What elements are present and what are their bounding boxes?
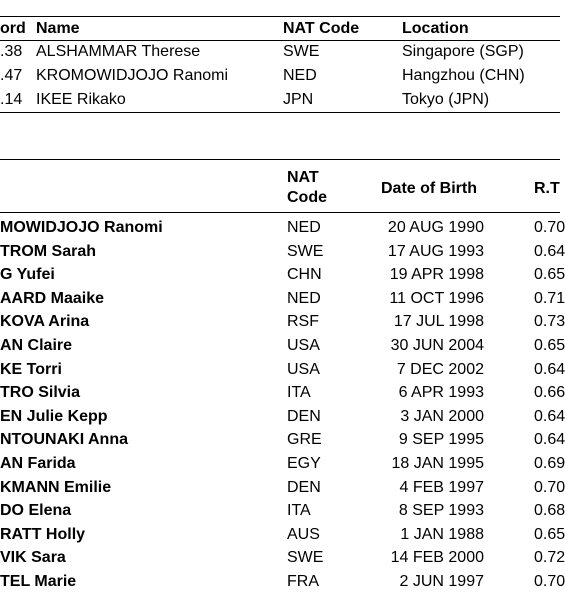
entry-name: NTOUNAKI Anna bbox=[0, 431, 128, 448]
entry-nat: RSF bbox=[287, 313, 319, 330]
record-name: KROMOWIDJOJO Ranomi bbox=[36, 67, 229, 84]
record-nat: JPN bbox=[283, 91, 314, 108]
entry-rt: 0.73 bbox=[534, 313, 565, 330]
records-bottom-rule bbox=[0, 112, 560, 113]
entry-rt: 0.64 bbox=[534, 243, 565, 260]
entry-name: MOWIDJOJO Ranomi bbox=[0, 219, 163, 236]
entry-rt: 0.64 bbox=[534, 431, 565, 448]
entry-name: DO Elena bbox=[0, 502, 72, 519]
entry-name: KOVA Arina bbox=[0, 313, 90, 330]
record-nat: NED bbox=[283, 67, 317, 84]
record-name: ALSHAMMAR Therese bbox=[36, 43, 201, 60]
entry-nat: SWE bbox=[287, 549, 324, 566]
entry-rt: 0.64 bbox=[534, 361, 565, 378]
entry-name: KMANN Emilie bbox=[0, 479, 112, 496]
entry-dob: 17 AUG 1993 bbox=[387, 243, 484, 260]
entry-rt: 0.65 bbox=[534, 526, 565, 543]
entry-rt: 0.64 bbox=[534, 408, 565, 425]
entry-dob: 9 SEP 1995 bbox=[398, 431, 484, 448]
entry-nat: AUS bbox=[287, 526, 320, 543]
entry-name: AN Claire bbox=[0, 337, 73, 354]
entry-rt: 0.71 bbox=[534, 290, 565, 307]
entry-dob: 18 JAN 1995 bbox=[391, 455, 484, 472]
entry-dob: 2 JUN 1997 bbox=[399, 573, 484, 590]
entry-name: EN Julie Kepp bbox=[0, 408, 108, 425]
entry-nat: USA bbox=[287, 361, 320, 378]
entries-header-rt: R.T bbox=[534, 180, 560, 197]
records-header-record: ord bbox=[0, 20, 26, 37]
entry-rt: 0.65 bbox=[534, 266, 565, 283]
entry-rt: 0.70 bbox=[534, 573, 565, 590]
entry-rt: 0.69 bbox=[534, 455, 565, 472]
entry-rt: 0.70 bbox=[534, 479, 565, 496]
entry-name: G Yufei bbox=[0, 266, 55, 283]
entry-dob: 20 AUG 1990 bbox=[387, 219, 484, 236]
entry-name: TEL Marie bbox=[0, 573, 77, 590]
entries-header-nat-line2: Code bbox=[287, 189, 327, 206]
entry-nat: DEN bbox=[287, 408, 321, 425]
entry-dob: 6 APR 1993 bbox=[398, 384, 484, 401]
entry-rt: 0.68 bbox=[534, 502, 565, 519]
entry-rt: 0.65 bbox=[534, 337, 565, 354]
entry-nat: ITA bbox=[287, 502, 311, 519]
entry-nat: FRA bbox=[287, 573, 319, 590]
records-header-location: Location bbox=[402, 20, 469, 37]
entry-name: RATT Holly bbox=[0, 526, 86, 543]
entry-name: AARD Maaike bbox=[0, 290, 105, 307]
record-time: .47 bbox=[0, 67, 23, 84]
entry-dob: 8 SEP 1993 bbox=[398, 502, 484, 519]
entries-header-nat-line1: NAT bbox=[287, 169, 319, 186]
entry-dob: 1 JAN 1988 bbox=[400, 526, 484, 543]
entries-header-date-of-birth: Date of Birth bbox=[381, 180, 477, 197]
entry-rt: 0.70 bbox=[534, 219, 565, 236]
records-header-nat-code: NAT Code bbox=[283, 20, 360, 37]
entry-dob: 17 JUL 1998 bbox=[393, 313, 484, 330]
entry-name: KE Torri bbox=[0, 361, 62, 378]
entry-name: VIK Sara bbox=[0, 549, 66, 566]
records-header-name: Name bbox=[36, 20, 80, 37]
entry-dob: 14 FEB 2000 bbox=[390, 549, 484, 566]
entry-nat: EGY bbox=[287, 455, 321, 472]
entry-nat: DEN bbox=[287, 479, 321, 496]
entry-name: AN Farida bbox=[0, 455, 76, 472]
entry-dob: 30 JUN 2004 bbox=[390, 337, 484, 354]
records-header-rule bbox=[0, 40, 560, 41]
entry-dob: 19 APR 1998 bbox=[389, 266, 484, 283]
entry-nat: NED bbox=[287, 219, 321, 236]
entry-rt: 0.72 bbox=[534, 549, 565, 566]
entry-dob: 7 DEC 2002 bbox=[396, 361, 484, 378]
record-name: IKEE Rikako bbox=[36, 91, 126, 108]
entry-dob: 3 JAN 2000 bbox=[400, 408, 484, 425]
entries-header-nat-code bbox=[287, 168, 327, 208]
entry-dob: 11 OCT 1996 bbox=[389, 290, 484, 307]
entry-name: TROM Sarah bbox=[0, 243, 97, 260]
entry-nat: CHN bbox=[287, 266, 322, 283]
entry-dob: 4 FEB 1997 bbox=[399, 479, 484, 496]
record-time: .38 bbox=[0, 43, 23, 60]
entry-nat: SWE bbox=[287, 243, 324, 260]
record-location: Hangzhou (CHN) bbox=[402, 67, 525, 84]
record-location: Tokyo (JPN) bbox=[402, 91, 490, 108]
entry-rt: 0.66 bbox=[534, 384, 565, 401]
record-location: Singapore (SGP) bbox=[402, 43, 524, 60]
entry-nat: NED bbox=[287, 290, 321, 307]
record-nat: SWE bbox=[283, 43, 320, 60]
entry-nat: ITA bbox=[287, 384, 311, 401]
entry-nat: GRE bbox=[287, 431, 322, 448]
entries-top-rule bbox=[0, 159, 560, 160]
entry-nat: USA bbox=[287, 337, 320, 354]
entries-header-rule bbox=[0, 212, 560, 213]
entry-name: TRO Silvia bbox=[0, 384, 81, 401]
records-top-rule bbox=[0, 16, 560, 17]
record-time: .14 bbox=[0, 91, 23, 108]
